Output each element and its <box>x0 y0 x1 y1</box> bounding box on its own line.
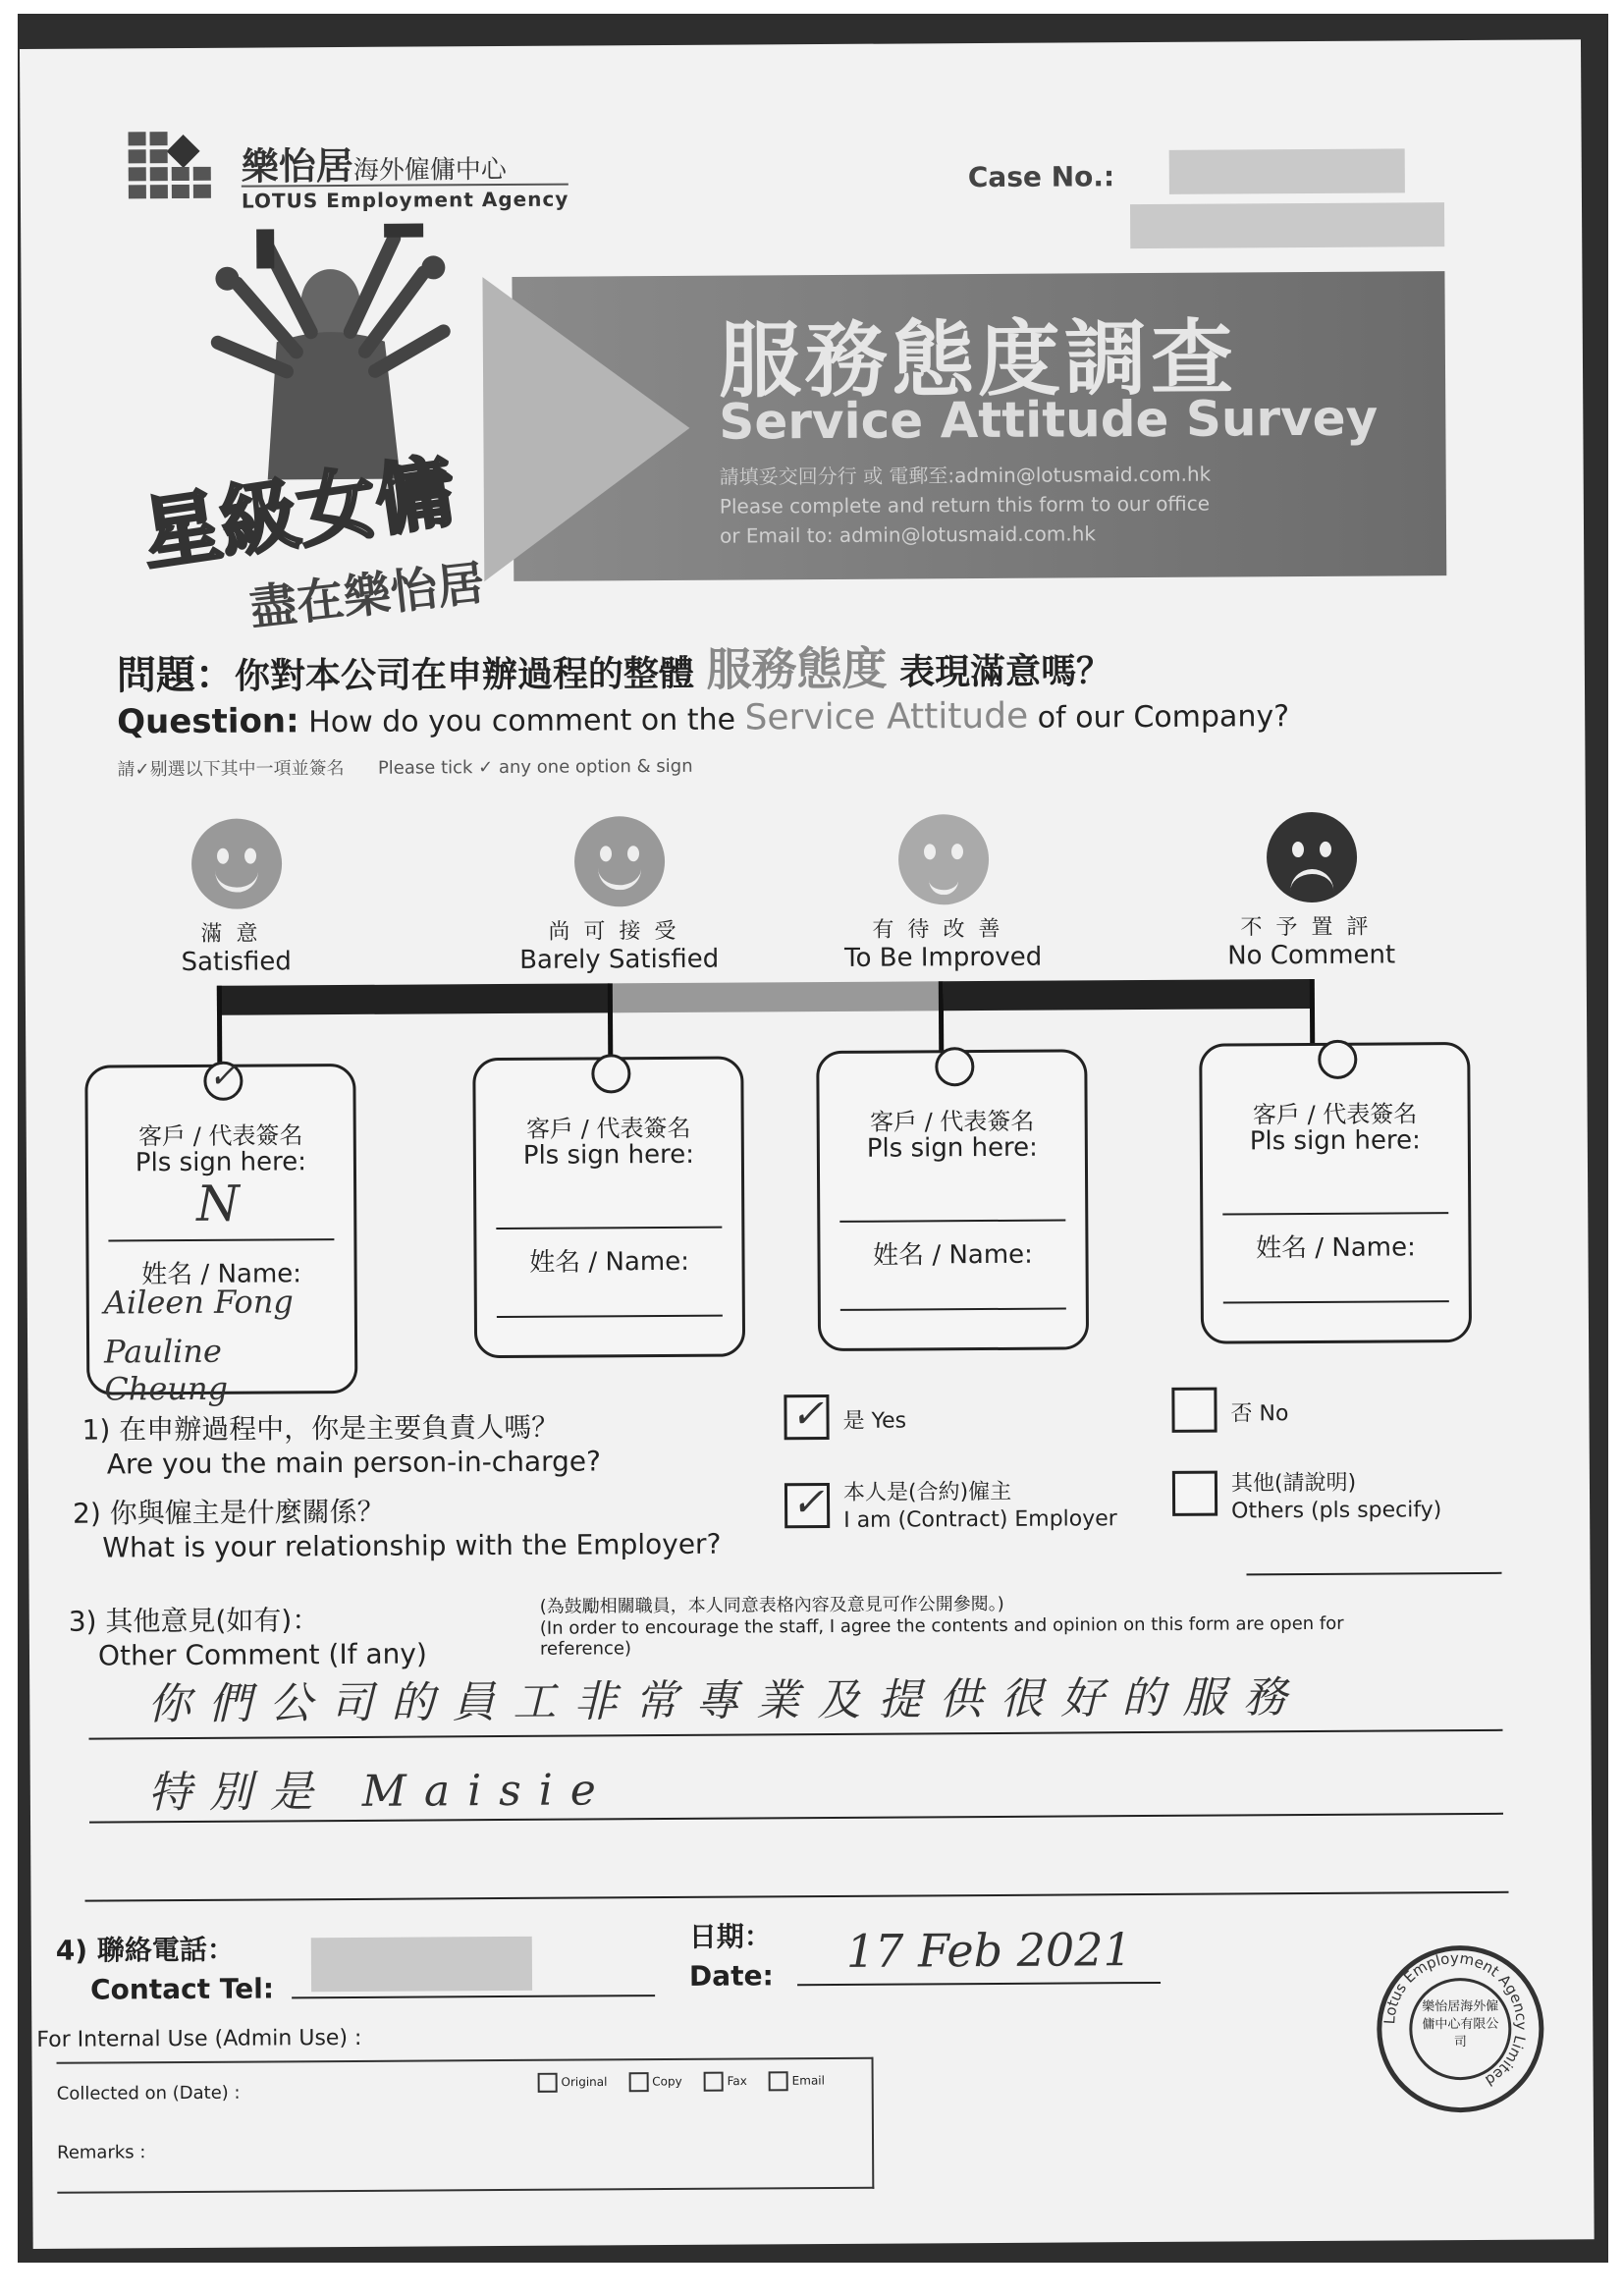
handwritten-date: 17 Feb 2021 <box>845 1923 1132 1978</box>
question-4-en: Contact Tel: <box>89 1972 275 2006</box>
handwritten-comment-1: 你們公司的員工非常專業及提供很好的服務 <box>147 1672 1305 1730</box>
connector-bar-2 <box>610 981 944 1012</box>
case-number-redacted <box>1169 148 1405 193</box>
satisfied-radio[interactable]: ✓ <box>203 1062 243 1101</box>
option-label-satisfied: 滿意 Satisfied <box>181 921 292 978</box>
consent-note: (為鼓勵相關職員，本人同意表格內容及意見可作公開參閱。) (In order to encourage the staff, I agree the contents and opinion on this form are open for reference) <box>539 1593 1344 1660</box>
others-specify-line[interactable] <box>1247 1572 1502 1576</box>
q2-employer-label: 本人是(合約)僱主 I am (Contract) Employer <box>842 1479 1117 1533</box>
original-checkbox[interactable]: Original <box>538 2072 608 2092</box>
case-number-redacted-2 <box>1130 202 1444 248</box>
question-cn: 問題：你對本公司在申辦過程的整體 服務態度 表現滿意嗎？ <box>116 641 1112 699</box>
q1-no-checkbox[interactable] <box>1171 1388 1217 1433</box>
logo-text-cn: 樂怡居海外僱傭中心 <box>241 143 507 189</box>
admin-use-box <box>57 2057 875 2194</box>
connector-bar-1 <box>217 983 610 1014</box>
option-label-to-be-improved: 有待改善 To Be Improved <box>844 916 1043 973</box>
question-3-cn: 3) 其他意見(如有)： <box>68 1604 320 1638</box>
q2-others-label: 其他(請說明) Others (pls specify) <box>1230 1470 1442 1524</box>
question-4-cn: 4) 聯絡電話： <box>55 1933 235 1967</box>
admin-title: For Internal Use (Admin Use) : <box>36 2025 362 2052</box>
slogan-sub: 盡在樂怡居 <box>246 555 488 636</box>
q2-others-checkbox[interactable] <box>1172 1471 1217 1516</box>
q1-no-label: 否 No <box>1230 1401 1289 1427</box>
handwritten-comment-2: 特別是 Maisie <box>147 1765 615 1819</box>
barely-satisfied-radio[interactable] <box>591 1054 630 1093</box>
banner-title-cn: 服務態度調查 <box>718 309 1238 410</box>
remarks-label: Remarks : <box>57 2142 146 2163</box>
question-1-en: Are you the main person-in-charge? <box>106 1445 602 1481</box>
connector-line <box>1310 979 1315 1048</box>
date-line[interactable] <box>797 1982 1161 1986</box>
signature-card-barely-satisfied[interactable]: 客戶 / 代表簽名 Pls sign here: 姓名 / Name: <box>472 1057 745 1359</box>
question-1-cn: 1) 在申辦過程中，你是主要負責人嗎？ <box>81 1410 560 1447</box>
handwritten-signature: N <box>196 1175 241 1232</box>
connector-line <box>608 983 613 1062</box>
comment-line-3[interactable] <box>85 1891 1509 1902</box>
survey-form-page <box>20 39 1595 2249</box>
q1-yes-checkbox[interactable]: ✓ <box>784 1394 829 1440</box>
case-number-label: Case No.: <box>967 160 1115 194</box>
contact-tel-redacted <box>311 1937 532 1992</box>
signature-card-no-comment[interactable]: 客戶 / 代表簽名 Pls sign here: 姓名 / Name: <box>1199 1042 1472 1344</box>
connector-line <box>939 981 944 1055</box>
svg-text:Lotus Employment Agency Limite: Lotus Employment Agency Limited <box>1380 1948 1531 2090</box>
q1-yes-label: 是 Yes <box>842 1408 907 1434</box>
satisfied-face-icon <box>191 818 283 909</box>
date-label-en: Date: <box>688 1959 774 1993</box>
date-label-cn: 日期： <box>688 1920 772 1953</box>
banner-instructions: 請填妥交回分行 或 電郵至:admin@lotusmaid.com.hk Please complete and return this form to our office or Email to: admin@lotusmaid.com.hk <box>719 462 1212 548</box>
fax-checkbox[interactable]: Fax <box>704 2072 747 2092</box>
slogan-main: 星級女傭 <box>135 445 460 581</box>
signature-card-satisfied[interactable]: ✓ 客戶 / 代表簽名 Pls sign here: N 姓名 / Name: Aileen Fong Pauline Cheung <box>84 1064 357 1395</box>
connector-bar-3 <box>944 979 1312 1011</box>
collected-on-label: Collected on (Date) : <box>56 2082 241 2105</box>
email-checkbox[interactable]: Email <box>769 2071 825 2091</box>
no-comment-radio[interactable] <box>1318 1040 1357 1079</box>
logo-mark-icon <box>129 132 228 221</box>
to-be-improved-radio[interactable] <box>935 1047 974 1086</box>
question-3-en: Other Comment (If any) <box>97 1637 427 1672</box>
q2-employer-checkbox[interactable]: ✓ <box>784 1483 830 1528</box>
banner-title-en: Service Attitude Survey <box>719 389 1379 451</box>
handwritten-name-1: Aileen Fong <box>103 1283 294 1322</box>
tick-instruction: 請✓剔選以下其中一項並簽名 Please tick ✓ any one option & sign <box>117 755 693 781</box>
question-2-en: What is your relationship with the Employer? <box>102 1527 722 1564</box>
comment-line-1[interactable] <box>89 1729 1503 1740</box>
admin-checkbox-row <box>538 2071 825 2093</box>
to-be-improved-face-icon <box>898 814 990 905</box>
question-2-cn: 2) 你與僱主是什麼關係？ <box>73 1495 385 1530</box>
logo-text-en: LOTUS Employment Agency <box>242 184 569 213</box>
barely-satisfied-face-icon <box>574 816 666 907</box>
question-en: Question: How do you comment on the Service Attitude of our Company? <box>117 695 1290 742</box>
no-comment-face-icon <box>1267 812 1358 903</box>
option-label-no-comment: 不予置評 No Comment <box>1227 914 1396 971</box>
company-seal-stamp: Lotus Employment Agency Limited 樂怡居海外僱傭中心有限公司 <box>1377 1945 1544 2113</box>
copy-checkbox[interactable]: Copy <box>628 2072 681 2092</box>
handwritten-name-2: Pauline Cheung <box>103 1332 229 1408</box>
contact-tel-line[interactable] <box>292 1995 655 1998</box>
signature-card-to-be-improved[interactable]: 客戶 / 代表簽名 Pls sign here: 姓名 / Name: <box>816 1049 1089 1351</box>
option-label-barely-satisfied: 尚可接受 Barely Satisfied <box>519 918 720 975</box>
